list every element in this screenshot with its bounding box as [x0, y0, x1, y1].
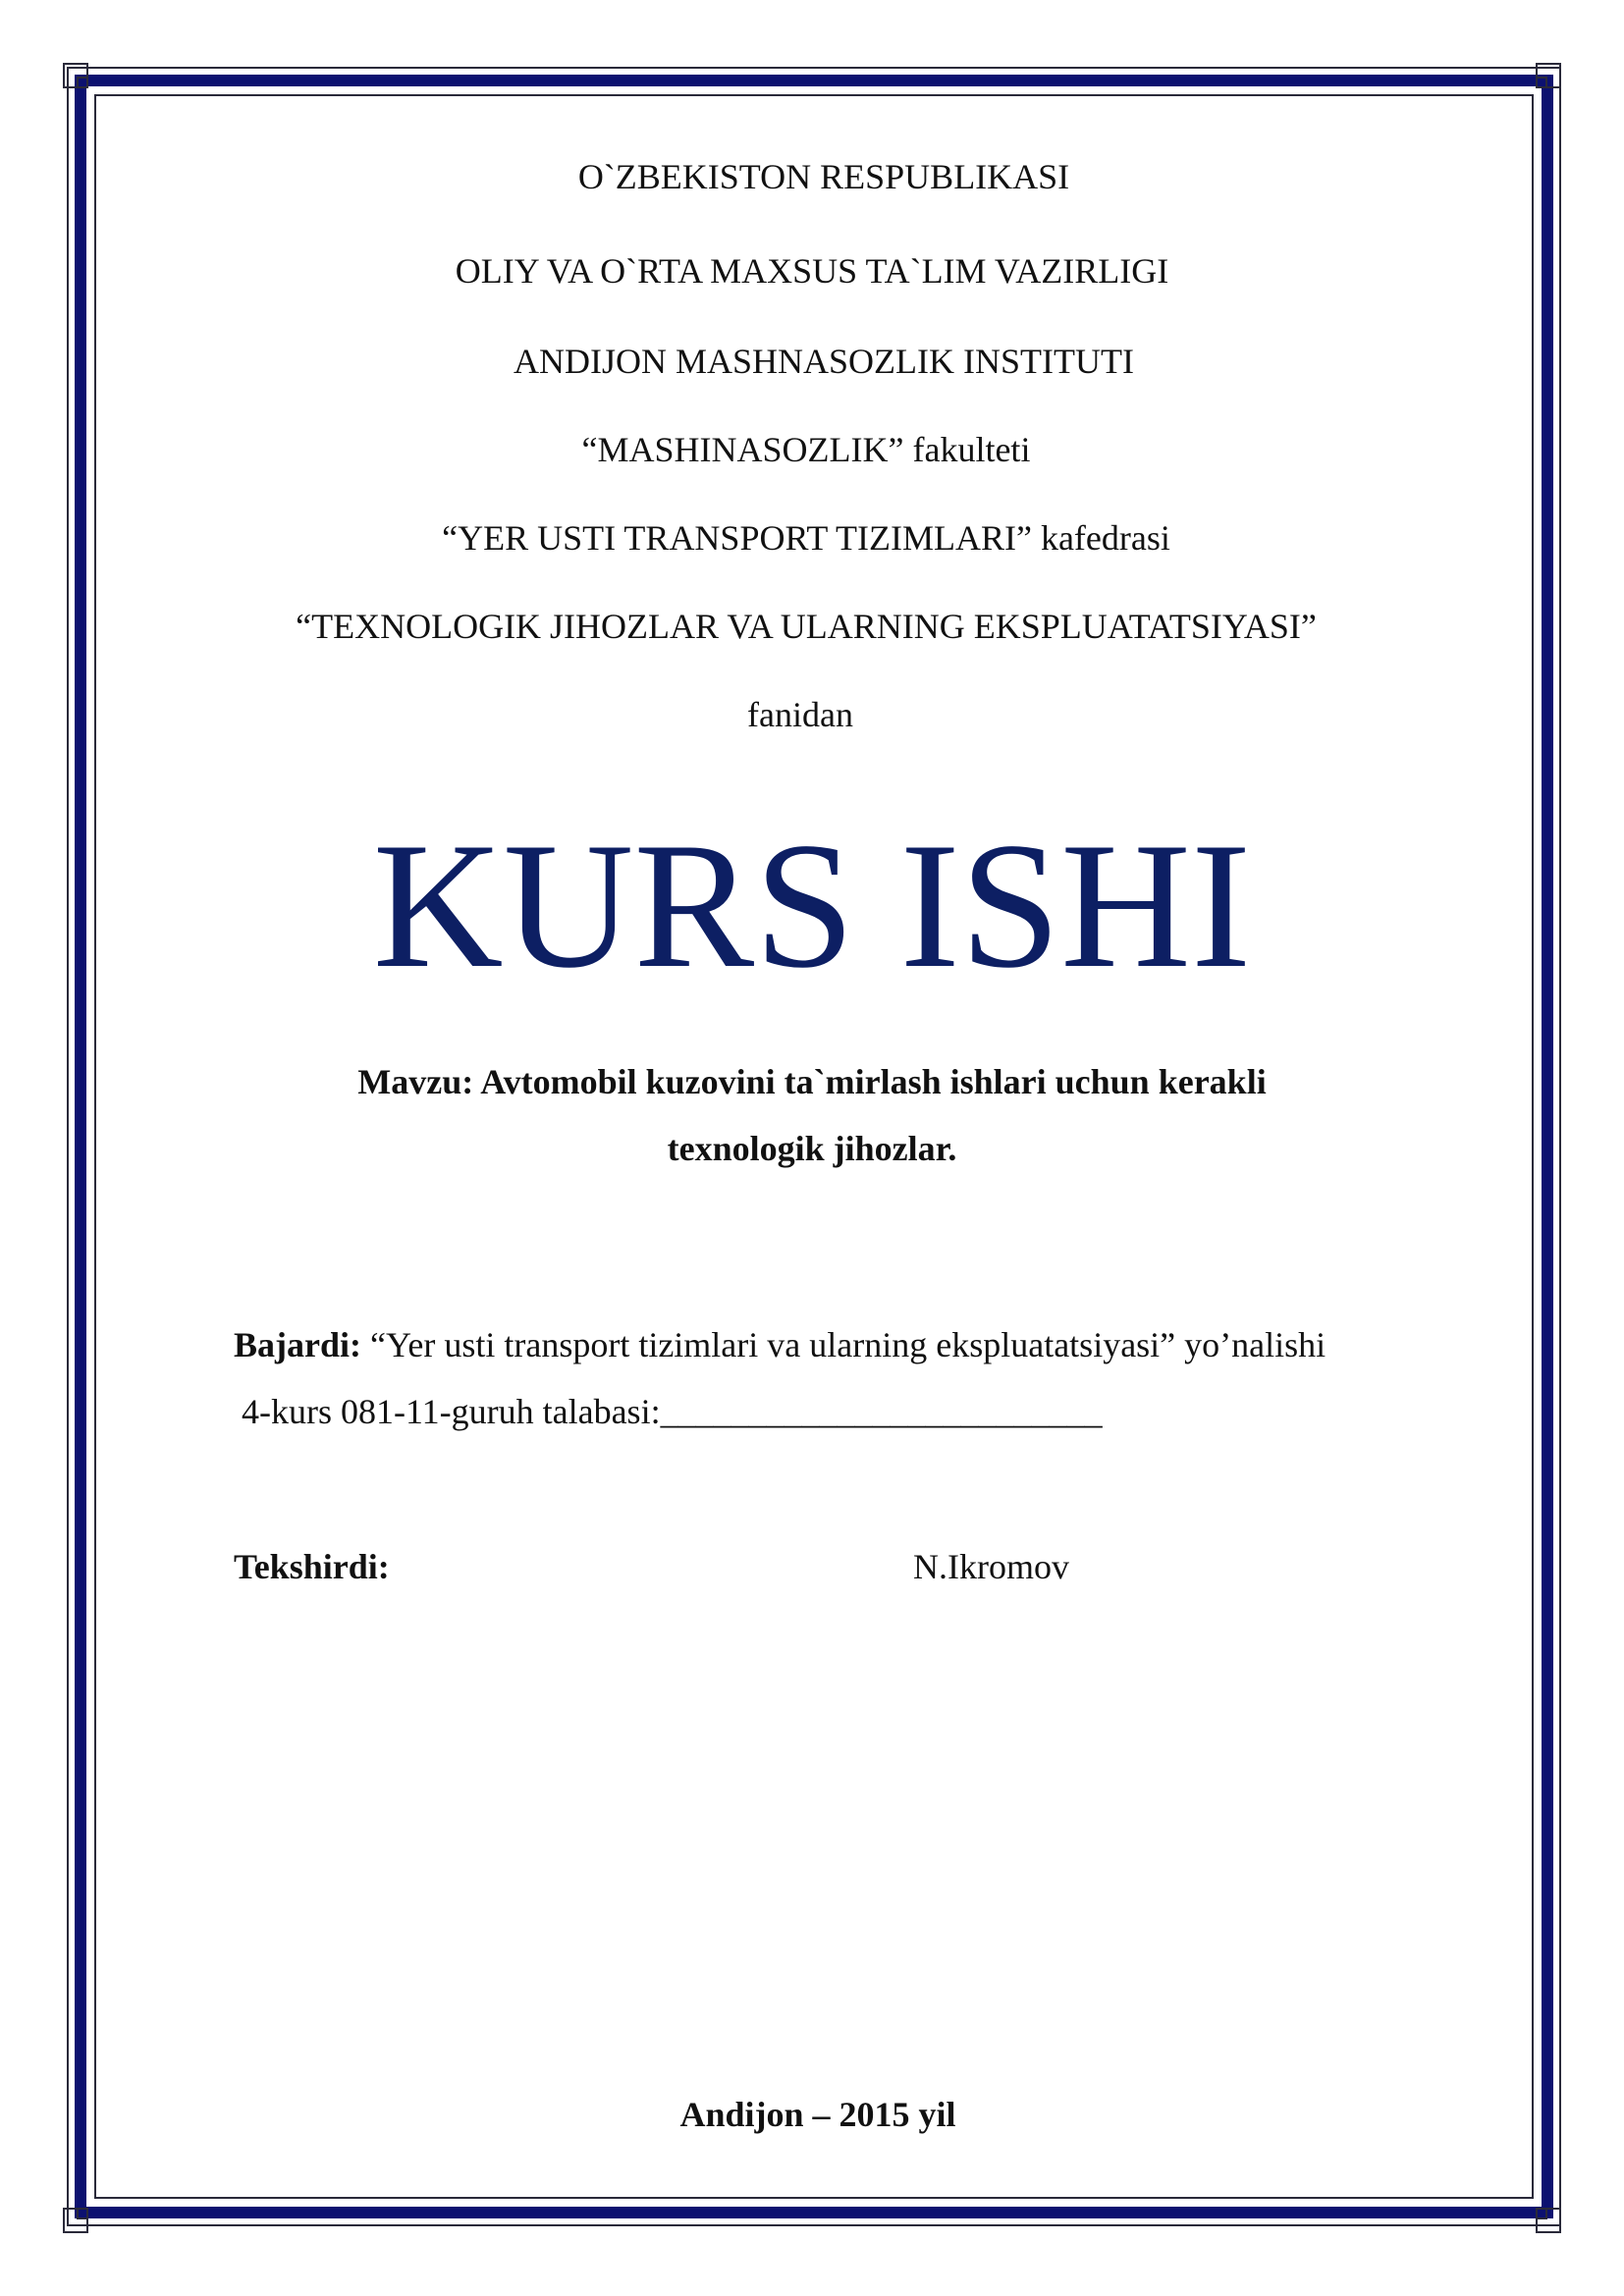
header-republic: O`ZBEKISTON RESPUBLIKASI	[577, 157, 1070, 196]
performer-text: “Yer usti transport tizimlari va ularning ekspluatatsiyasi” yo’nalishi	[361, 1325, 1326, 1364]
theme-line-2: texnologik jihozlar.	[667, 1129, 957, 1168]
performer-label: Bajardi:	[234, 1325, 361, 1364]
checker-label: Tekshirdi:	[234, 1547, 390, 1586]
corner-ornament-top-right	[1536, 63, 1561, 88]
theme-line-1: Mavzu: Avtomobil kuzovini ta`mirlash ishlari uchun kerakli	[357, 1062, 1267, 1101]
corner-ornament-bottom-left	[63, 2208, 88, 2233]
header-department: “YER USTI TRANSPORT TIZIMLARI” kafedrasi	[442, 518, 1170, 558]
performer-line	[234, 1323, 1326, 1366]
performer-group-line: 4-kurs 081-11-guruh talabasi:_________________________	[242, 1392, 1103, 1431]
document-title: KURS ISHI	[372, 805, 1252, 1005]
corner-ornament-top-left	[63, 63, 88, 88]
header-faculty: “MASHINASOZLIK” fakulteti	[581, 430, 1031, 469]
footer-place-year: Andijon – 2015 yil	[679, 2095, 956, 2134]
header-subject: “TEXNOLOGIK JIHOZLAR VA ULARNING EKSPLUATATSIYASI”	[296, 607, 1317, 646]
header-subject-suffix: fanidan	[747, 695, 853, 734]
header-ministry: OLIY VA O`RTA MAXSUS TA`LIM VAZIRLIGI	[455, 251, 1169, 291]
corner-ornament-bottom-right	[1536, 2208, 1561, 2233]
header-institute: ANDIJON MASHNASOZLIK INSTITUTI	[514, 342, 1134, 381]
checker-name: N.Ikromov	[913, 1547, 1069, 1586]
